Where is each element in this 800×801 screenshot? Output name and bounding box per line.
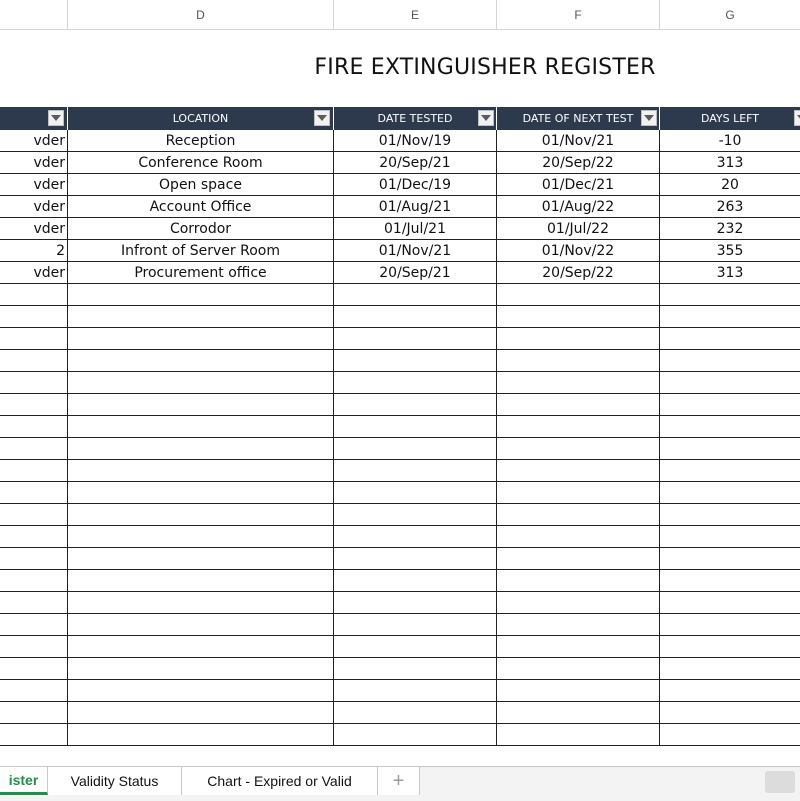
cell-days-left[interactable] <box>660 548 800 570</box>
tab-validity-status[interactable]: Validity Status <box>48 767 182 795</box>
cell-location[interactable] <box>68 724 334 746</box>
cell-type[interactable] <box>0 614 68 636</box>
cell-type[interactable]: 2 <box>0 240 68 262</box>
empty-table-row <box>0 702 800 724</box>
cell-type[interactable] <box>0 526 68 548</box>
sheet-title: FIRE EXTINGUISHER REGISTER <box>314 55 656 80</box>
cell-date-next-test[interactable]: 01/Nov/21 <box>497 130 660 152</box>
empty-table-row <box>0 350 800 372</box>
cell-type[interactable]: vder <box>0 262 68 284</box>
cell-location[interactable] <box>68 680 334 702</box>
cell-type[interactable] <box>0 350 68 372</box>
cell-date-tested[interactable] <box>334 460 497 482</box>
cell-date-next-test[interactable]: 01/Aug/22 <box>497 196 660 218</box>
empty-table-row <box>0 636 800 658</box>
cell-days-left[interactable] <box>660 284 800 306</box>
cell-type[interactable] <box>0 658 68 680</box>
tab-bar-background <box>0 795 420 801</box>
cell-date-tested[interactable] <box>334 372 497 394</box>
cell-date-next-test[interactable] <box>497 548 660 570</box>
cell-location[interactable]: Open space <box>68 174 334 196</box>
cell-type[interactable] <box>0 438 68 460</box>
empty-table-row <box>0 724 800 746</box>
add-sheet-icon[interactable]: + <box>378 767 420 795</box>
empty-table-row <box>0 306 800 328</box>
cell-location[interactable] <box>68 372 334 394</box>
empty-table-row <box>0 548 800 570</box>
cell-type[interactable]: vder <box>0 130 68 152</box>
cell-type[interactable] <box>0 460 68 482</box>
empty-table-row <box>0 680 800 702</box>
cell-date-tested[interactable]: 01/Aug/21 <box>334 196 497 218</box>
cell-date-tested[interactable] <box>334 548 497 570</box>
empty-table-row <box>0 570 800 592</box>
filter-dropdown-icon[interactable] <box>478 110 494 126</box>
cell-days-left[interactable]: 263 <box>660 196 800 218</box>
cell-date-next-test[interactable] <box>497 438 660 460</box>
cell-type[interactable] <box>0 548 68 570</box>
cell-date-tested[interactable] <box>334 526 497 548</box>
cell-date-next-test[interactable] <box>497 636 660 658</box>
cell-date-next-test[interactable] <box>497 526 660 548</box>
cell-date-next-test[interactable] <box>497 702 660 724</box>
header-date-tested-label: DATE TESTED <box>377 112 453 125</box>
cell-date-next-test[interactable] <box>497 592 660 614</box>
cell-type[interactable] <box>0 328 68 350</box>
cell-type[interactable]: vder <box>0 174 68 196</box>
cell-days-left[interactable] <box>660 724 800 746</box>
cell-date-next-test[interactable] <box>497 328 660 350</box>
cell-type[interactable] <box>0 482 68 504</box>
cell-days-left[interactable] <box>660 460 800 482</box>
cell-type[interactable] <box>0 724 68 746</box>
cell-days-left[interactable] <box>660 394 800 416</box>
cell-type[interactable] <box>0 680 68 702</box>
cell-date-next-test[interactable] <box>497 416 660 438</box>
sheet-tab-bar <box>0 766 800 801</box>
table-row <box>0 262 800 284</box>
empty-table-row <box>0 526 800 548</box>
column-header-row <box>0 0 800 30</box>
cell-location[interactable]: Corrodor <box>68 218 334 240</box>
cell-date-tested[interactable] <box>334 592 497 614</box>
table-row <box>0 240 800 262</box>
cell-days-left[interactable]: 20 <box>660 174 800 196</box>
cell-days-left[interactable] <box>660 416 800 438</box>
cell-date-tested[interactable] <box>334 614 497 636</box>
cell-type[interactable] <box>0 394 68 416</box>
cell-date-tested[interactable]: 01/Dec/19 <box>334 174 497 196</box>
cell-location[interactable] <box>68 328 334 350</box>
empty-table-row <box>0 394 800 416</box>
tab-chart-expired-or-valid[interactable]: Chart - Expired or Valid <box>182 767 378 795</box>
column-header-f[interactable]: F <box>497 0 660 30</box>
cell-date-next-test[interactable] <box>497 570 660 592</box>
cell-date-tested[interactable] <box>334 570 497 592</box>
cell-date-next-test[interactable]: 01/Dec/21 <box>497 174 660 196</box>
cell-type[interactable] <box>0 372 68 394</box>
cell-days-left[interactable] <box>660 482 800 504</box>
cell-location[interactable] <box>68 284 334 306</box>
cell-location[interactable]: Conference Room <box>68 152 334 174</box>
cell-location[interactable] <box>68 394 334 416</box>
column-header-d[interactable]: D <box>68 0 334 30</box>
header-days-left[interactable] <box>660 107 800 130</box>
empty-table-row <box>0 438 800 460</box>
cell-date-next-test[interactable] <box>497 724 660 746</box>
table-row <box>0 130 800 152</box>
cell-location[interactable]: Account Office <box>68 196 334 218</box>
empty-table-row <box>0 460 800 482</box>
empty-table-row <box>0 372 800 394</box>
cell-days-left[interactable]: 232 <box>660 218 800 240</box>
cell-date-next-test[interactable] <box>497 658 660 680</box>
empty-table-row <box>0 614 800 636</box>
table-row <box>0 196 800 218</box>
cell-date-tested[interactable] <box>334 724 497 746</box>
cell-days-left[interactable]: 355 <box>660 240 800 262</box>
cell-location[interactable] <box>68 460 334 482</box>
cell-date-tested[interactable] <box>334 394 497 416</box>
cell-date-tested[interactable]: 01/Nov/21 <box>334 240 497 262</box>
cell-days-left[interactable] <box>660 438 800 460</box>
cell-type[interactable]: vder <box>0 218 68 240</box>
cell-date-tested[interactable] <box>334 328 497 350</box>
cell-location[interactable] <box>68 438 334 460</box>
tab-bar-empty-area <box>420 767 800 801</box>
cell-date-tested[interactable]: 20/Sep/21 <box>334 152 497 174</box>
cell-type[interactable] <box>0 592 68 614</box>
cell-days-left[interactable]: 313 <box>660 152 800 174</box>
table-row <box>0 218 800 240</box>
empty-table-row <box>0 504 800 526</box>
header-date-next-test[interactable] <box>497 107 660 130</box>
cell-location[interactable] <box>68 636 334 658</box>
cell-location[interactable] <box>68 350 334 372</box>
cell-date-tested[interactable] <box>334 680 497 702</box>
header-location-label: LOCATION <box>172 112 229 125</box>
column-header-c[interactable] <box>0 0 68 30</box>
cell-location[interactable] <box>68 504 334 526</box>
cell-location[interactable] <box>68 702 334 724</box>
cell-days-left[interactable] <box>660 504 800 526</box>
cell-location[interactable] <box>68 592 334 614</box>
cell-days-left[interactable] <box>660 702 800 724</box>
cell-date-next-test[interactable] <box>497 284 660 306</box>
cell-date-next-test[interactable] <box>497 394 660 416</box>
cell-days-left[interactable] <box>660 526 800 548</box>
cell-date-tested[interactable] <box>334 658 497 680</box>
cell-type[interactable]: vder <box>0 152 68 174</box>
cell-location[interactable] <box>68 416 334 438</box>
cell-date-tested[interactable] <box>334 350 497 372</box>
cell-date-next-test[interactable] <box>497 482 660 504</box>
cell-days-left[interactable] <box>660 570 800 592</box>
cell-date-tested[interactable]: 01/Jul/21 <box>334 218 497 240</box>
cell-days-left[interactable] <box>660 680 800 702</box>
cell-type[interactable]: vder <box>0 196 68 218</box>
cell-location[interactable] <box>68 658 334 680</box>
filter-dropdown-icon[interactable] <box>314 110 330 126</box>
cell-type[interactable] <box>0 702 68 724</box>
cell-date-tested[interactable] <box>334 482 497 504</box>
filter-dropdown-icon[interactable] <box>641 110 657 126</box>
cell-date-next-test[interactable] <box>497 350 660 372</box>
cell-days-left[interactable] <box>660 614 800 636</box>
table-header-row <box>0 107 800 130</box>
cell-location[interactable] <box>68 614 334 636</box>
cell-date-tested[interactable] <box>334 504 497 526</box>
empty-table-row <box>0 658 800 680</box>
cell-days-left[interactable] <box>660 658 800 680</box>
column-header-g[interactable]: G <box>660 0 800 30</box>
cell-type[interactable] <box>0 284 68 306</box>
cell-location[interactable] <box>68 306 334 328</box>
cell-date-next-test[interactable] <box>497 614 660 636</box>
cell-date-tested[interactable] <box>334 438 497 460</box>
cell-days-left[interactable] <box>660 306 800 328</box>
column-header-e[interactable]: E <box>334 0 497 30</box>
cell-date-next-test[interactable] <box>497 372 660 394</box>
empty-table-row <box>0 328 800 350</box>
cell-days-left[interactable] <box>660 592 800 614</box>
empty-table-row <box>0 482 800 504</box>
cell-location[interactable]: Infront of Server Room <box>68 240 334 262</box>
table-row <box>0 174 800 196</box>
cell-location[interactable]: Reception <box>68 130 334 152</box>
cell-date-next-test[interactable]: 01/Jul/22 <box>497 218 660 240</box>
filter-dropdown-icon[interactable] <box>48 110 64 126</box>
cell-location[interactable] <box>68 548 334 570</box>
tab-register[interactable]: ister <box>0 767 48 795</box>
cell-date-tested[interactable] <box>334 636 497 658</box>
cell-days-left[interactable] <box>660 372 800 394</box>
cell-type[interactable] <box>0 306 68 328</box>
cell-date-next-test[interactable]: 20/Sep/22 <box>497 152 660 174</box>
cell-location[interactable] <box>68 482 334 504</box>
cell-date-tested[interactable] <box>334 702 497 724</box>
cell-date-next-test[interactable] <box>497 460 660 482</box>
cell-date-tested[interactable]: 01/Nov/19 <box>334 130 497 152</box>
cell-date-next-test[interactable]: 20/Sep/22 <box>497 262 660 284</box>
cell-days-left[interactable]: 313 <box>660 262 800 284</box>
cell-days-left[interactable] <box>660 328 800 350</box>
empty-table-row <box>0 416 800 438</box>
cell-type[interactable] <box>0 570 68 592</box>
cell-location[interactable] <box>68 526 334 548</box>
header-location[interactable] <box>68 107 334 130</box>
header-type[interactable] <box>0 107 68 130</box>
cell-type[interactable] <box>0 636 68 658</box>
cell-date-next-test[interactable]: 01/Nov/22 <box>497 240 660 262</box>
header-days-left-label: DAYS LEFT <box>700 112 760 125</box>
cell-type[interactable] <box>0 416 68 438</box>
cell-location[interactable]: Procurement office <box>68 262 334 284</box>
cell-type[interactable] <box>0 504 68 526</box>
cell-date-next-test[interactable] <box>497 504 660 526</box>
cell-location[interactable] <box>68 570 334 592</box>
cell-date-next-test[interactable] <box>497 680 660 702</box>
cell-date-tested[interactable] <box>334 284 497 306</box>
cell-days-left[interactable] <box>660 636 800 658</box>
header-date-next-test-label: DATE OF NEXT TEST <box>522 112 634 125</box>
cell-date-tested[interactable]: 20/Sep/21 <box>334 262 497 284</box>
cell-days-left[interactable]: -10 <box>660 130 800 152</box>
empty-table-row <box>0 592 800 614</box>
horizontal-scroll-handle[interactable] <box>765 771 795 793</box>
table-row <box>0 152 800 174</box>
cell-date-next-test[interactable] <box>497 306 660 328</box>
empty-table-row <box>0 284 800 306</box>
cell-date-tested[interactable] <box>334 306 497 328</box>
cell-days-left[interactable] <box>660 350 800 372</box>
filter-dropdown-icon[interactable] <box>794 110 800 126</box>
header-date-tested[interactable] <box>334 107 497 130</box>
cell-date-tested[interactable] <box>334 416 497 438</box>
